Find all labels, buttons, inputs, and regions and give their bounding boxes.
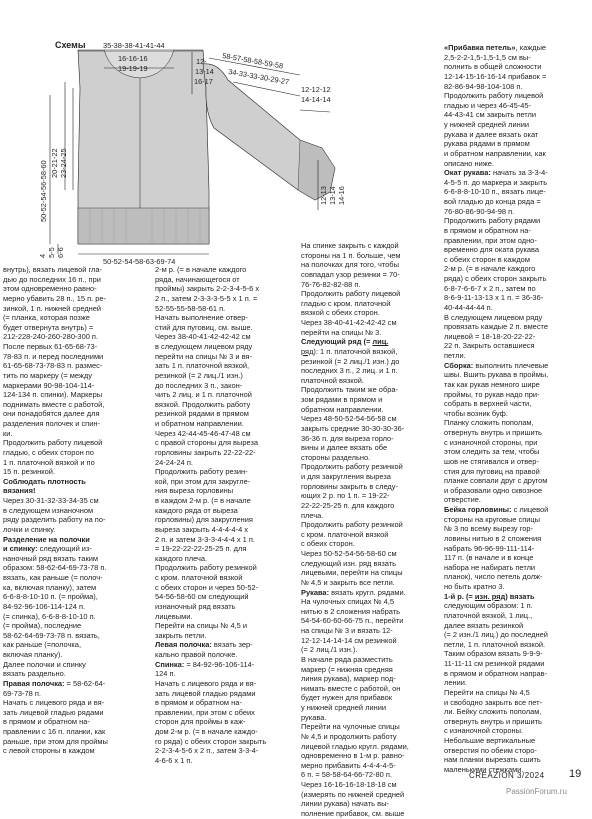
text-line: с изнаночной стороны, при <box>444 437 538 447</box>
text-line: образом: 58-62-64-69-73-78 п. <box>3 563 107 573</box>
text-line: 24-24-24 п. <box>155 457 193 467</box>
text-line: лицевой = 18-18-20-22-22- <box>444 331 536 341</box>
text-line: стороны на круговые спицы <box>444 514 540 524</box>
text-line: с кром. платочной вязкой <box>301 529 389 539</box>
text-line: зинкой, 1 п. нижней средней <box>3 303 102 313</box>
text-line: в прямом и обратном на- <box>3 717 90 727</box>
text-line: В следующем лицевом ряду <box>444 312 543 322</box>
text-line: изнаночный ряд вязать <box>155 601 236 611</box>
text-span: выполнить плечевые <box>473 360 549 370</box>
text-line: мерно прибавить 4-4-4-4-5- <box>301 760 396 770</box>
text-line: чтобы возник буф. <box>444 408 508 418</box>
text-line: будет нужен для прибавок <box>301 693 393 703</box>
section-heading: Окат рукава: <box>444 168 491 178</box>
text-line: отвернуть внутрь и пришить <box>444 716 542 726</box>
text-line: 54-54-60-60-66-75 п., перейти <box>301 616 404 626</box>
section-heading: «Прибавка петель» <box>444 43 516 52</box>
text-line: включая планку). <box>3 650 63 659</box>
text-line: провязать каждые 2 п. вместе <box>444 322 549 332</box>
text-line: стороны раздельно. <box>301 452 371 462</box>
text-line: После первых 61-65-68-73- <box>3 342 98 351</box>
text-line: последних 3 п., 2 лиц. и 1 п. <box>301 366 398 376</box>
text-line: с изнаночной стороны. <box>444 726 523 736</box>
text-line: нам планки вырезать сшить <box>444 755 541 765</box>
neck-depth-label-2: 13-14 <box>195 67 214 76</box>
text-line: этом одновременно равно- <box>3 284 97 294</box>
text-span: вязать кругл. рядами. <box>329 587 406 597</box>
text-line: Начать с лицевого ряда и вя- <box>3 698 105 708</box>
text-line: ряда) с обеих сторон закрыть <box>444 274 547 283</box>
text-line: чить 2 лиц. и 1 п. платочной <box>155 390 252 400</box>
text-line: в каждом 2-м р. (= в начале <box>155 496 251 505</box>
section-heading: Спинка: <box>155 659 185 669</box>
text-line: планок), число петель долж- <box>444 572 543 582</box>
text-span: ) вязать <box>505 591 535 601</box>
neck-depth-label-1: 12- <box>196 57 207 66</box>
text-line: ряда, начинающегося от <box>155 274 240 284</box>
text-line: Через 38-40-41-42-42-42 см <box>155 332 251 342</box>
text-line: с обеих сторон. <box>301 539 355 549</box>
text-line: Через 42-44-45-46-47-48 см <box>155 428 251 438</box>
text-line: вой гладью до конца ряда = <box>444 197 541 206</box>
cuff-length-label: 12-12-12 <box>301 85 331 94</box>
text-line: 1 п. платочной вязкой и по <box>3 457 95 467</box>
text-line: 4-5-5 п. до маркера и закрыть <box>444 177 548 187</box>
text-line: 2-м р. (= в начале каждого <box>155 265 247 274</box>
text-span: , каждые <box>515 43 547 52</box>
text-line: следующий изн. ряд вязать <box>301 558 397 568</box>
text-line: Продолжить работу лицевой <box>3 438 103 448</box>
text-line: планке совпали друг с другом <box>444 476 548 486</box>
text-line: и обратном направлении, как <box>444 148 546 158</box>
text-line: ряду разделить работу на по- <box>3 515 106 525</box>
ribbing-band <box>78 208 209 244</box>
text-line: вязать, как раньше (= полоч- <box>3 573 103 582</box>
text-line: 6-8-7-6-6-7 х 2 п., затем по <box>444 283 536 293</box>
text-line: линия рукава), маркер под- <box>301 674 396 684</box>
text-line: лицевой гладью кругл. рядами, <box>301 741 409 751</box>
text-line: ли. Бейку сложить пополам, <box>444 707 542 717</box>
section-heading: Рукава: <box>301 587 330 597</box>
text-span: = 84-92-96-106-114- <box>184 659 255 669</box>
text-line: (= 2 лиц./1 изн.). <box>301 645 358 655</box>
text-line: на спицы № 3 и вязать 12- <box>301 626 393 635</box>
text-line: лицевыми, перейти на спицы <box>301 568 403 578</box>
text-line: платочной вязкой, 1 лиц., <box>444 610 533 620</box>
text-line: 54-56-58-60 см следующий <box>155 592 249 602</box>
text-line: го ряда) с обеих сторон закрыть <box>155 736 267 746</box>
text-line: и образовали одно сквозное <box>444 485 543 495</box>
text-line: 52-55-55-58-58-61 п. <box>155 303 226 313</box>
neck-width-label-2: 19-19-19 <box>118 64 148 73</box>
section-heading: Левая полочка: <box>155 640 212 650</box>
text-line: (= планка, которая позже <box>3 313 90 323</box>
text-line: гладью и через 46-45-45- <box>444 100 531 110</box>
text-line: лочки и спинку. <box>3 524 56 534</box>
cuff-height-label: 12-13 13-14 14-16 <box>319 186 346 205</box>
text-line: 6-6-8-8-10-10 п. (= пройма), <box>3 592 98 602</box>
text-line: выреза закрыть 4-4-4-4-4 х <box>155 524 249 534</box>
text-line: 22-22-25-25 п. для каждого <box>301 500 395 510</box>
text-line: правлении с 16 п. планки, как <box>3 727 106 736</box>
text-line: Через 50-52-54-56-58-60 см <box>301 549 397 558</box>
text-line: петли. <box>444 351 466 360</box>
text-line: 61-65-68-73-78-83 п. размес- <box>3 361 103 371</box>
text-line: маленькими стежками. <box>444 764 524 774</box>
text-line: Продолжить работу резинкой <box>155 563 257 573</box>
text-line: (= спинка), 6-6-8-8-10-10 п. <box>3 611 96 621</box>
text-line: резинкой (= 2 лиц./1 изн.) <box>155 370 243 380</box>
text-line: маркер (= нижняя средняя <box>301 664 393 674</box>
text-line: в следующем изнаночном <box>3 505 94 515</box>
text-line: набрать 96-96-99-111-114- <box>444 543 535 553</box>
column-3 <box>301 241 443 819</box>
text-line: вязкой. Продолжить работу <box>155 399 251 409</box>
text-line: рукава рядами в прямом <box>444 139 530 149</box>
text-line: резинкой рядами в прямом <box>155 409 249 419</box>
text-line: Продолжить работу резинкой <box>301 462 403 472</box>
text-line: петли, 1 п. платочной вязкой. <box>444 639 546 649</box>
text-line: далее вязать резинкой <box>444 620 524 630</box>
text-line: на полочках для того, чтобы <box>301 260 399 270</box>
text-line: гладью, с обеих сторон по <box>3 447 94 457</box>
page-number: 19 <box>569 768 582 780</box>
text-line: полнить в общей сложности <box>444 62 542 72</box>
section-heading: Следующий ряд <box>301 337 362 347</box>
text-line: вязкой с обеих сторон. <box>301 308 380 318</box>
bottom-width-label: 50-52-54-58-63-69-74 <box>103 257 176 266</box>
text-line: ка, включая планку), затем <box>3 582 97 592</box>
text-span: с лицевой <box>511 505 549 514</box>
section-heading: Сборка: <box>444 360 474 370</box>
text-line: внутрь), вязать лицевой гла- <box>3 265 102 274</box>
text-line: до последних 3 п., закон- <box>155 380 243 390</box>
text-line: лицевыми. <box>155 611 193 621</box>
text-line: Через 16-16-16-18-18-18 см <box>301 780 397 789</box>
text-line: 4-6-6 х 1 п. <box>155 755 193 765</box>
schema-title: Схемы <box>55 40 86 50</box>
text-line: Через 48-50-52-54-56-58 см <box>301 414 397 424</box>
text-line: Через 38-40-41-42-42-42 см <box>301 318 397 327</box>
text-line: На чулочных спицах № 4,5 <box>301 597 394 607</box>
text-line: вины и далее вязать обе <box>301 443 388 453</box>
text-line: так как рукав немного шире <box>444 379 540 389</box>
text-line: ловины нитью в 2 сложения <box>444 533 542 543</box>
text-line: полнение прибавок, см. выше <box>301 808 405 818</box>
text-line: кально правой полочке. <box>155 650 238 659</box>
text-line: рукава. <box>301 712 327 722</box>
text-line: № 3 по всему вырезу гор- <box>444 524 533 534</box>
magazine-issue: CREAZION 3/2024 <box>469 771 545 780</box>
text-line: ния выреза горловины <box>155 486 234 496</box>
text-line: собрать в верхней части, <box>444 399 532 409</box>
text-line: 2,5-2-2-1,5-1,5-1,5 см вы- <box>444 52 531 62</box>
text-line: правлении, при этом одно- <box>444 235 537 245</box>
text-line: Планку сложить пополам, <box>444 418 534 428</box>
text-line: гладью с кром. платочной <box>301 298 391 308</box>
text-line: Продолжить работу лицевой <box>301 289 401 299</box>
underlined-term: лиц. <box>372 337 389 347</box>
text-line: ющих 2 р. по 1 п. = 19-22- <box>301 491 390 501</box>
text-line: нитью в 2 сложения набрать <box>301 606 400 616</box>
text-line: отверстия по обеим сторо- <box>444 745 537 755</box>
text-line: отверстие. <box>444 495 482 505</box>
column-4 <box>444 43 590 775</box>
section-heading: и спинку: <box>3 544 38 554</box>
text-line: временно для оката рукава <box>444 245 540 255</box>
text-line: стороны на 1 п. больше, чем <box>301 250 401 260</box>
text-line: 36-36 п. для выреза горло- <box>301 433 394 443</box>
text-line: правлении, при этом с обеих <box>155 707 255 717</box>
text-line: маркерами 90-98-104-114- <box>3 380 95 390</box>
text-line: отвернуть внутрь и пришить <box>444 428 542 437</box>
text-line: описано ниже. <box>444 158 494 168</box>
text-line: каждого ряда от выреза <box>155 505 238 515</box>
text-line: 117 п. (в начале и в конце <box>444 553 534 563</box>
text-line: 6-6-8-8-10-10 п., вязать лице- <box>444 187 546 197</box>
section-heading: 1-й р. <box>444 591 464 601</box>
text-line: 82-86-94-98-104-108 п. <box>444 81 523 91</box>
text-line: тить по маркеру (= между <box>3 370 92 380</box>
text-line: платочной вязкой. <box>301 375 364 385</box>
text-line: плеча. <box>301 510 324 520</box>
armhole-depth-label: 20-21-22 23-24-25 <box>50 148 68 178</box>
text-line: с обеих сторон в каждом <box>444 254 530 264</box>
text-line: этом следить за тем, чтобы <box>444 447 540 457</box>
text-line: 76-80-86-90-94-98 п. <box>444 206 515 216</box>
text-line: 84-92-96-106-114-124 п. <box>3 601 86 611</box>
text-line: перейти на спицы № 3 и вя- <box>155 351 252 361</box>
text-line: дью до последних 16 п., при <box>3 274 101 284</box>
text-line: проймы, то рукав надо при- <box>444 389 540 399</box>
text-line: у нижней средней линии <box>301 703 387 712</box>
text-line: 124-134 п. спинки). Маркеры <box>3 390 103 400</box>
text-line: зать лицевой гладью рядами <box>155 688 256 698</box>
hem-height-label: 4 5-5 6-6 <box>38 247 65 258</box>
watermark: PassionForum.ru <box>506 787 567 796</box>
text-line: закрыть средние 30-30-30-36- <box>301 423 405 433</box>
text-line: в прямом и обратном направ- <box>444 668 548 678</box>
text-line: горловины) для закругления <box>155 515 253 525</box>
text-line: и свободно закрыть все пет- <box>444 697 543 707</box>
text-line: 22 п. Закрыть оставшиеся <box>444 341 535 351</box>
text-line: Далее полочки и спинку <box>3 659 86 669</box>
width-shoulder-label: 35-38-38-41-41-44 <box>103 41 165 50</box>
text-line: 58-62-64-69-73-78 п. вязать, <box>3 630 100 640</box>
text-line: 44-43-41 см закрыть петли <box>444 110 537 120</box>
text-span: следующий из- <box>37 544 92 554</box>
text-line: 76-76-82-82-88 п. <box>301 279 361 289</box>
text-line: № 4,5 и продолжить работу <box>301 731 397 741</box>
text-line: поднимать вместе с работой, <box>3 399 105 409</box>
text-line: лении. <box>444 678 467 688</box>
text-span: (= <box>463 591 475 601</box>
section-heading: Правая полочка: <box>3 678 65 688</box>
text-line: стия для пуговиц на правой <box>444 466 540 476</box>
text-line: Продолжить работу рядами <box>444 216 541 226</box>
text-line: Перейти на спицы № 4,5 и <box>155 621 248 631</box>
underlined-term: изн. ряд <box>474 591 506 601</box>
text-line: зать лицевой гладью рядами <box>3 707 104 717</box>
text-line: зать 1 п. платочной вязкой, <box>155 361 250 371</box>
text-line: Продолжить работу резин- <box>155 467 248 477</box>
text-span: ): 1 п. платочной вязкой, <box>313 346 398 356</box>
text-line: как раньше (=полочка, <box>3 640 82 650</box>
text-line: у нижней средней линии <box>444 120 530 129</box>
text-span: (= <box>361 337 373 347</box>
text-line: и обратном направлении. <box>155 419 244 428</box>
text-line: Продолжить работу лицевой <box>444 91 544 101</box>
text-line: резинкой (= 2 лиц./1 изн.) до <box>301 356 400 366</box>
text-span: = 58-62-64- <box>64 678 106 688</box>
text-line: 78-83 п. и перед последними <box>3 351 104 361</box>
text-line: Таким образом вязать 9-9-9- <box>444 649 543 659</box>
neck-width-label: 16-16-16 <box>118 54 148 63</box>
section-heading: вязания! <box>3 486 36 496</box>
text-line: сторон для проймы в каж- <box>155 717 246 727</box>
text-line: Продолжить работу резинкой <box>301 520 403 530</box>
text-line: (измерять по нижней средней <box>301 789 405 799</box>
text-line: 40-44-44-44 п. <box>444 302 493 312</box>
text-line: наночный ряд вязать таким <box>3 553 98 563</box>
text-line: мерно убавить 28 п., 15 п. ре- <box>3 293 106 303</box>
text-line: с левой стороны в каждом <box>3 746 95 756</box>
text-line: 2 п., затем 2-3-3-3-5-5 х 1 п. = <box>155 293 258 303</box>
text-line: с правой стороны для выреза <box>155 438 259 448</box>
text-line: швы. Вшить рукава в проймы, <box>444 370 549 380</box>
text-line: 12-12-14-14-14 см резинкой <box>301 635 397 645</box>
text-line: каждого плеча. <box>155 553 208 563</box>
cuff-length-label-2: 14-14-14 <box>301 95 331 104</box>
text-line: дом 2-м р. (= в начале каждо- <box>155 727 258 736</box>
text-line: линии рукава) начать вы- <box>301 799 389 809</box>
section-heading: Разделение на полочки <box>3 534 90 544</box>
text-line: горловины закрыть в следу- <box>301 481 398 491</box>
section-heading: Соблюдать плотность <box>3 476 86 486</box>
text-line: вязать раздельно. <box>3 669 66 679</box>
text-line: разделения полочек и спин- <box>3 419 100 428</box>
text-line: Перейти на чулочные спицы <box>301 722 400 732</box>
text-line: 212-228-240-260-280-300 п. <box>3 332 98 342</box>
text-line: будет отвернута внутрь) = <box>3 322 94 332</box>
text-line: 15 п. резинкой. <box>3 467 55 477</box>
column-2 <box>155 265 302 766</box>
section-heading: Бейка горловины: <box>444 505 512 514</box>
text-line: 6 п. = 58-58-64-66-72-80 п. <box>301 770 392 780</box>
text-line: в прямом и обратном на- <box>155 698 242 708</box>
text-line: № 4,5 и закрыть все петли. <box>301 577 395 587</box>
text-line: с кром. платочной вязкой <box>155 573 243 582</box>
text-line: раньше, при этом для проймы <box>3 736 108 746</box>
text-line: одновременно в 1-м р. равно- <box>301 751 405 761</box>
text-line: в прямом и обратном на- <box>444 225 531 235</box>
text-line: зом рядами в прямом и <box>301 395 383 404</box>
text-span: вязать зер- <box>211 640 253 650</box>
text-line: Продолжить таким же обра- <box>301 385 398 395</box>
text-line: (= пройма), последние <box>3 621 82 631</box>
text-line: они понадобятся далее для <box>3 409 100 419</box>
text-line: Небольшие вертикальные <box>444 736 536 745</box>
text-line: Через 30-31-32-33-34-35 см <box>3 496 99 505</box>
text-line: 124 п. <box>155 669 176 679</box>
text-line: но быть кратно 3. <box>444 582 505 591</box>
text-line: В начале ряда разместить <box>301 654 393 664</box>
text-line: 2-м р. (= в начале каждого <box>444 264 536 274</box>
text-line: с обеих сторон и через 50-52- <box>155 582 259 592</box>
text-line: в следующем лицевом ряду <box>155 342 253 351</box>
text-line: кой, при этом для закругле- <box>155 476 251 486</box>
text-line: обратном направлении. <box>301 404 384 414</box>
text-span: начать за 3-3-4- <box>490 168 548 178</box>
text-line: закрыть петли. <box>155 630 207 640</box>
text-line: перейти на спицы № 3. <box>301 327 382 337</box>
text-line: нимать вместе с работой, он <box>301 683 401 693</box>
text-line: и для закругления выреза <box>301 472 391 481</box>
total-height-label: 50-52-54-56-58-60 <box>39 160 48 222</box>
text-line: Начать с лицевого ряда и вя- <box>155 678 257 688</box>
text-line: На спинке закрыть с каждой <box>301 241 399 250</box>
sleeve-inner-label: 34-33-33-30-29-27 <box>227 67 290 87</box>
text-line: 2 п. и затем 3-3-3-4-4-4 х 1 п. <box>155 534 255 544</box>
text-line: 12-14-15-16-16-14 прибавок = <box>444 71 547 81</box>
text-line: Начать выполнение отвер- <box>155 313 248 323</box>
text-line: 11-11-11 см резинкой рядами <box>444 659 545 668</box>
text-line: совпадал узор резинки = 70- <box>301 269 400 279</box>
text-line: 69-73-78 п. <box>3 688 41 698</box>
text-line: следующим образом: 1 п. <box>444 601 533 611</box>
text-line: (= 2 изн./1 лиц.) до последней <box>444 630 548 640</box>
text-line: рукава и далее вязать окат <box>444 129 539 139</box>
text-line: проймы) закрыть 2-2-3-4-5-6 х <box>155 284 260 294</box>
neck-depth-label-3: 16-17 <box>194 77 213 86</box>
text-line: Перейти на спицы № 4,5 <box>444 687 530 697</box>
text-line: = 19-22-22-22-25-25 п. для <box>155 544 247 554</box>
column-1 <box>3 265 152 756</box>
text-line: ки. <box>3 428 13 438</box>
text-line: 2-2-3-4-5-6 х 2 п., затем 3-3-4- <box>155 746 259 756</box>
text-line: стий для пуговиц, см. выше. <box>155 322 253 332</box>
underlined-term: ряд <box>301 346 314 356</box>
sleeve-length-label: 58-57-58-58-59-58 <box>221 51 284 71</box>
text-line: горловины закрыть 22-22-22- <box>155 447 256 457</box>
text-line: набора не набирать петли <box>444 562 536 572</box>
text-line: шов не стягивался и отвер- <box>444 456 539 466</box>
text-line: 8-6-9-11-13-13 х 1 п. = 36-36- <box>444 293 544 303</box>
